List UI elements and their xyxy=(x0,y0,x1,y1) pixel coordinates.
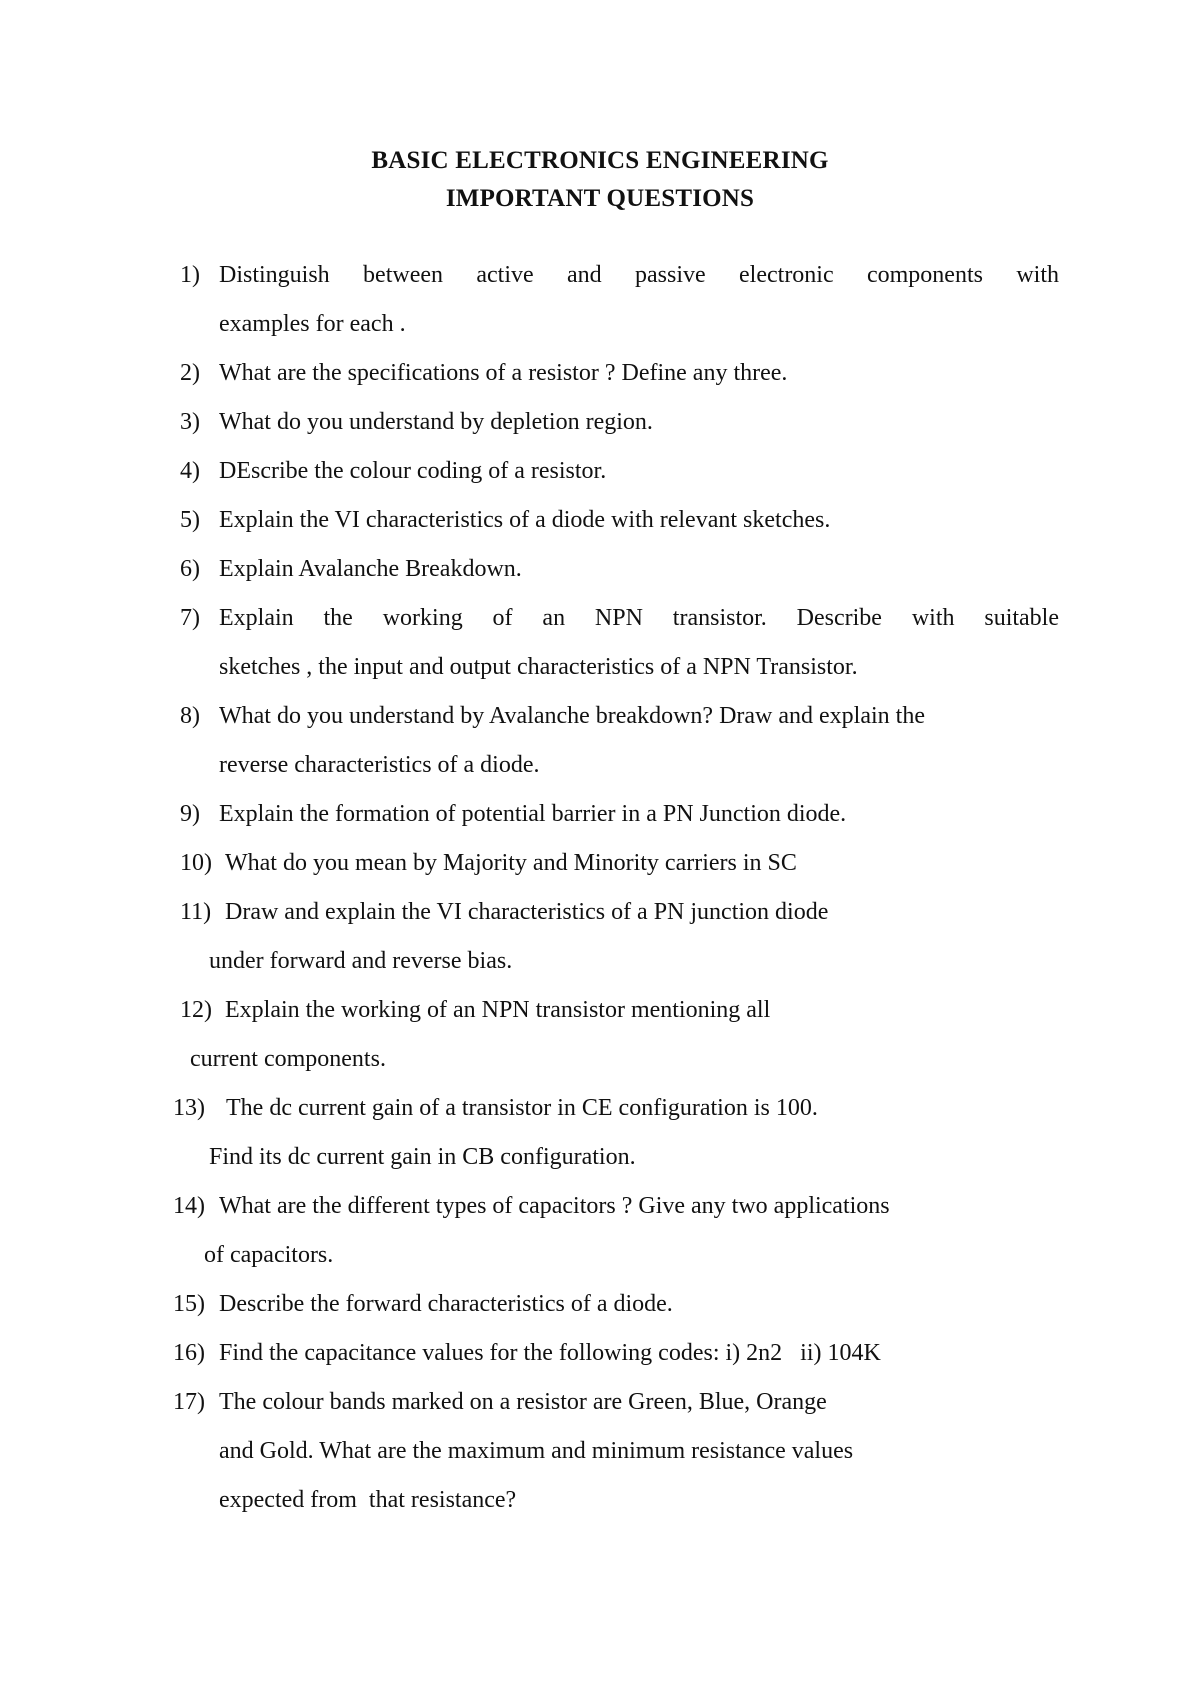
question-text-line: examples for each . xyxy=(219,311,406,337)
question-text-line: Explain the formation of potential barrier in a PN Junction diode. xyxy=(219,801,847,827)
question-text-line: and Gold. What are the maximum and minimum resistance values xyxy=(219,1438,854,1464)
question-text-line: What are the specifications of a resistor ? Define any three. xyxy=(219,360,788,386)
question-number: 7) xyxy=(180,605,200,631)
question-number: 1) xyxy=(180,262,200,288)
question-text-line: What do you understand by Avalanche breakdown? Draw and explain the xyxy=(219,703,925,729)
question-text-line: Find the capacitance values for the following codes: i) 2n2 ii) 104K xyxy=(219,1340,881,1366)
question-text-line: What do you mean by Majority and Minority carriers in SC xyxy=(225,850,797,876)
question-number: 15) xyxy=(173,1291,205,1317)
question-text-line: The dc current gain of a transistor in CE configuration is 100. xyxy=(226,1095,818,1121)
question-number: 8) xyxy=(180,703,200,729)
question-text-line: Describe the forward characteristics of a diode. xyxy=(219,1291,673,1317)
question-text-line: of capacitors. xyxy=(204,1242,334,1268)
question-text-line: What do you understand by depletion region. xyxy=(219,409,653,435)
question-text-line: Explain the working of an NPN transistor. Describe with suitable xyxy=(219,605,1059,631)
question-text-line: Explain the VI characteristics of a diode with relevant sketches. xyxy=(219,507,831,533)
question-text-line: reverse characteristics of a diode. xyxy=(219,752,540,778)
question-number: 13) xyxy=(173,1095,205,1121)
document-subtitle: IMPORTANT QUESTIONS xyxy=(445,185,755,212)
question-text-line: current components. xyxy=(190,1046,386,1072)
question-number: 5) xyxy=(180,507,200,533)
question-text-line: sketches , the input and output characteristics of a NPN Transistor. xyxy=(219,654,858,680)
question-text-line: Explain Avalanche Breakdown. xyxy=(219,556,522,582)
question-text-line: expected from that resistance? xyxy=(219,1487,517,1513)
question-number: 14) xyxy=(173,1193,205,1219)
question-text-line: Find its dc current gain in CB configuration. xyxy=(209,1144,636,1170)
question-text-line: Explain the working of an NPN transistor mentioning all xyxy=(225,997,771,1023)
question-number: 17) xyxy=(173,1389,205,1415)
question-number: 6) xyxy=(180,556,200,582)
document-title: BASIC ELECTRONICS ENGINEERING xyxy=(371,147,829,174)
question-text-line: Draw and explain the VI characteristics of a PN junction diode xyxy=(225,899,829,925)
question-text-line: The colour bands marked on a resistor are Green, Blue, Orange xyxy=(219,1389,827,1415)
question-number: 16) xyxy=(173,1340,205,1366)
question-number: 4) xyxy=(180,458,200,484)
question-number: 11) xyxy=(180,899,212,925)
question-number: 12) xyxy=(180,997,212,1023)
question-number: 3) xyxy=(180,409,200,435)
question-text-line: What are the different types of capacitors ? Give any two applications xyxy=(219,1193,890,1219)
question-number: 9) xyxy=(180,801,200,827)
question-number: 2) xyxy=(180,360,200,386)
question-number: 10) xyxy=(180,850,212,876)
question-text-line: under forward and reverse bias. xyxy=(209,948,513,974)
question-text-line: DEscribe the colour coding of a resistor. xyxy=(219,458,607,484)
question-text-line: Distinguish between active and passive electronic components with xyxy=(219,262,1059,288)
